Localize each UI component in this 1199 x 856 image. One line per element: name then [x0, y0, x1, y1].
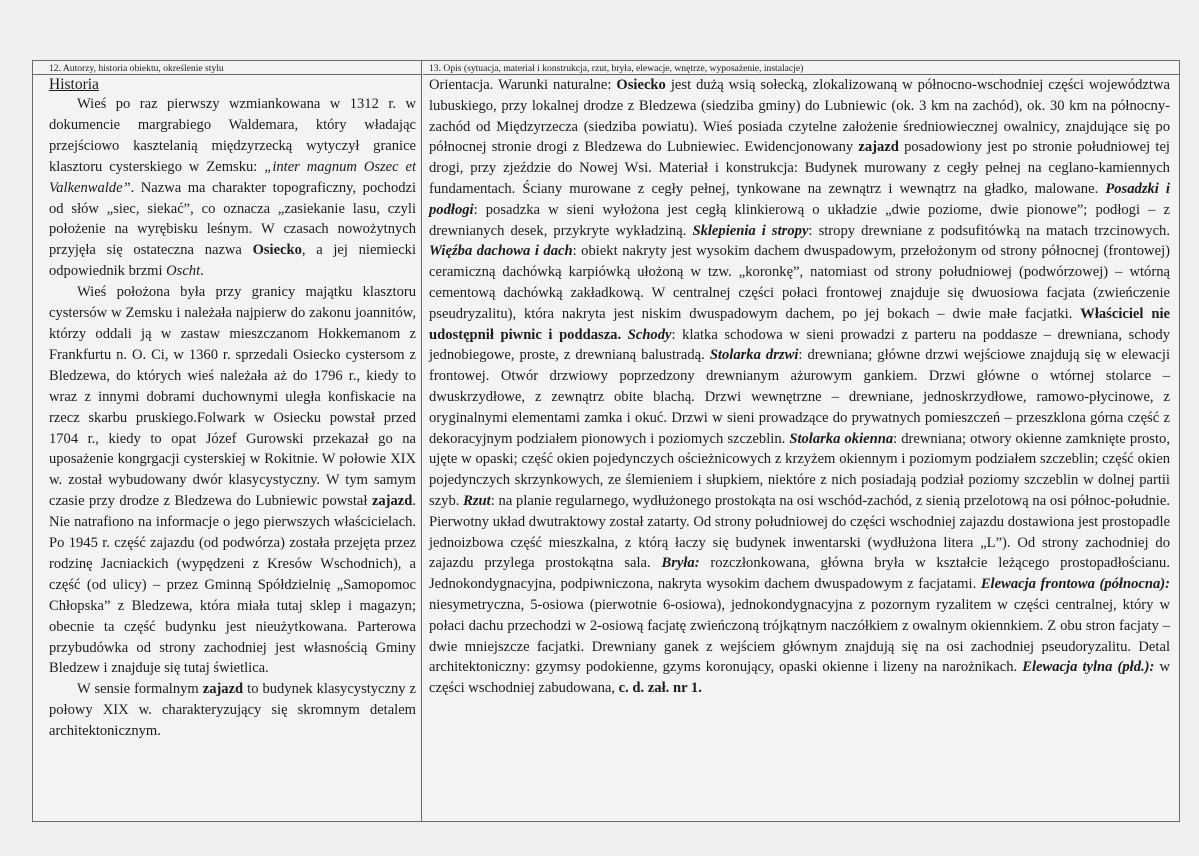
text-run: : drewniana; otwory okienne zamknięte prosto, ujęte w opaski; część okien pojedynczych ościeżnicowych z krzyżem okiennym i poziomym podziałem szczeblin; część okien pojedynczych skrzynkowych, ze ślemieniem i słupkiem, niektóre z nich posiadają podział poziomy szczeblin w dolnej partii szyb.	[429, 430, 1170, 509]
text-run: Rzut	[463, 492, 491, 509]
text-run: : klatka schodowa w sieni prowadzi z parteru na poddasze – drewniana, schody jednobiegowe, proste, z drewnianą balustradą.	[429, 326, 1170, 364]
text-run: Sklepienia i stropy	[692, 222, 809, 239]
text-run: Schody	[627, 326, 672, 343]
text-run: jest dużą wsią sołecką, zlokalizowaną w północno-wschodniej części województwa lubuskiego, przy lokalnej drodze z Bledzewa (siedziba gminy) do Lubniewic (ok. 3 km na zachód), ok. 30 km na północny-zachód od Międzyrzecza (siedziba powiatu). Wieś posiada czytelne założenie średniowiecznej owalnicy, znajdujące się po północnej stronie drogi z Bledzewa do Lubniewiec. Ewidencjonowany	[429, 77, 1170, 156]
text-run: Właściciel nie udostępnił piwnic i poddasza.	[429, 305, 1170, 343]
document-sheet	[32, 60, 1180, 822]
text-run: Bryła:	[661, 555, 700, 572]
description-column	[423, 61, 1179, 821]
history-paragraph	[49, 94, 416, 282]
history-column	[33, 61, 422, 821]
text-run: Materiał i konstrukcja:	[658, 160, 798, 177]
text-run: Budynek murowany z cegły pełnej na ceglano-kamiennych fundamentach. Ściany murowane z cegły pełnej, tynkowane na zewnątrz i wewnątrz na gładko, malowane.	[429, 160, 1170, 197]
text-run: zajazd	[202, 681, 244, 698]
text-run: to budynek klasycystyczny z połowy XIX w. charakteryzujący się skromnym detalem architektonicznym.	[49, 681, 416, 740]
text-run: Osiecko	[616, 77, 666, 93]
text-run: , a jej niemiecki odpowiednik brzmi	[49, 242, 416, 280]
text-run: : stropy drewniane z podsufitówką na matach trzcinowych.	[808, 222, 1170, 239]
text-run: c. d. zał. nr 1.	[618, 680, 702, 697]
text-run: Posadzki i podłogi	[429, 180, 1170, 218]
text-run: W sensie formalnym	[77, 681, 203, 698]
history-heading: Historia	[49, 76, 99, 93]
text-run: .	[200, 263, 204, 280]
text-run: Więźba dachowa i dach	[429, 243, 573, 260]
text-run: . Nazwa ma charakter topograficzny, pochodzi od słów „siec, siekać”, co oznacza „zasiekanie lasu, czyli położenie na wyrębisku leśnym. W czasach nowożytnych przyjęła się ostateczna nazwa	[49, 179, 416, 259]
text-run: Elewacja frontowa (północna):	[980, 576, 1171, 593]
history-paragraph	[49, 282, 416, 679]
text-run: w części wschodniej zabudowana,	[429, 659, 1170, 697]
text-run: Elewacja tylna (płd.):	[1022, 659, 1155, 676]
text-run: : obiekt nakryty jest wysokim dachem dwuspadowym, przełożonym od strony północnej (frontowej) ceramiczną dachówką karpiówką ułożoną w tzw. „koronkę”, natomiast od strony południowej (podwórzowej) – wtórną cementową dachówką zakładkową. W centralnej części połaci frontowej znajduje się dwuosiowa facjata (zwieńczenie pseudryzalitu), która nakryta jest niskim dwuspadowym dachem, po jej bokach – dwie małe facjatki.	[429, 243, 1170, 322]
text-run: : drewniana; główne drzwi wejściowe znajdują się w elewacji frontowej. Otwór drzwiowy poprzedzony drewnianym ażurowym gankiem. Drzwi główne o wtórnej stolarce – dwuskrzydłowe, z zewnątrz obite blachą. Drzwi wewnętrzne – drewniane, jednoskrzydłowe, ramowo-płycinowe, z oryginalnymi elementami zamka i okuć. Drzwi w sieni prowadzące do prywatnych pomieszczeń – przeszklona górna część z dekoracyjnym podziałem pionowych i poziomych szczeblin.	[429, 347, 1171, 447]
text-run: Orientacja. Warunki naturalne:	[429, 77, 612, 93]
text-run: . Nie natrafiono na informacje o jego pierwszych właścicielach. Po 1945 r. część zajazdu (od podwórza) została przejęta przez rodzinę Jacniackich (wypędzeni z Kresów Wschodnich), a część (od ulicy) – przez Gminną Spółdzielnię „Samopomoc Chłopska” z Bledzewa, która miała tutaj sklep i magazyn; obecnie ta część budynku jest nieużytkowana. Parterowa przybudówka od strony zachodniej jest własnością Gminy Bledzew i znajduje się tutaj świetlica.	[49, 493, 416, 677]
text-run: Oscht	[166, 263, 201, 280]
section-12-header: 12. Autorzy, historia obiektu, określenie stylu	[33, 63, 421, 75]
text-run: Wieś położona była przy granicy majątku klasztoru cystersów w Zemsku i należała najpierw do zakonu joannitów, którzy oddali ją w zastaw mieszczanom Hokkemanom z Frankfurtu n. O. Ci, w 1360 r. sprzedali Osiecko cystersom z Bledzewa, do których wieś należała aż do 1796 r., kiedy to wraz z innymi dobrami duchownymi uległa konfiskacie na rzecz skarbu pruskiego.Folwark w Osiecku powstał przed 1704 r., kiedy to opat Józef Gurowski przekazał go na uposażenie kongrgacji cysterskiej w Rokitnie. W połowie XIX w. został wybudowany dwór klasycystyczny. W tym samym czasie przy drodze z Bledzewa do Lubniewic powstał	[49, 284, 416, 510]
text-run	[621, 327, 628, 343]
text-run: Wieś po raz pierwszy wzmiankowana w 1312 r. w dokumencie margrabiego Waldemara, który władając przejściowo kasztelanią międzyrzecką wytyczył granice klasztoru cysterskiego w Zemsku:	[49, 96, 416, 175]
text-run: Osiecko	[252, 242, 302, 259]
text-run: rozczłonkowana, główna bryła w kształcie leżącego prostopadłościanu. Jednokondygnacyjna, podpiwniczona, nakryta wysokim dachem dwuspadowym z facjatami.	[429, 555, 1170, 593]
text-run: zajazd	[858, 139, 899, 156]
history-text	[49, 94, 416, 742]
text-run: : posadzka w sieni wyłożona jest cegłą klinkierową o układzie „dwie poziome, dwie pionowe”; podłogi – z drewnianych desek, przykryte wykładziną.	[429, 201, 1170, 239]
section-13-header: 13. Opis (sytuacja, materiał i konstrukcja, rzut, bryła, elewacje, wnętrze, wyposażenie, instalacje)	[423, 63, 1179, 75]
text-run: niesymetryczna, 5-osiowa (pierwotnie 6-osiowa), jednokondygnacyjna z pozornym ryzalitem w części centralnej, który w połaci dachu przechodzi w 2-osiową facjatę zwieńczoną trójkątnym naczółkiem z owalnym okiennkiem. Z obu stron facjaty – dwie mniejszcze facjatki. Drewniany ganek z wejściem głównym znajdują się na osi zachodniej pseudoryzalitu. Detal architektoniczny: gzymsy podokienne, gzyms koronujący, opaski okienne i lizeny na narożnikach.	[429, 596, 1170, 676]
history-paragraph	[49, 679, 416, 742]
text-run: zajazd	[371, 493, 413, 510]
text-run: posadowiony jest po stronie południowej tej drogi, przy zjeździe do Nowej Wsi.	[429, 139, 1170, 177]
text-run: Stolarka drzwi	[709, 347, 799, 364]
text-run: Stolarka okienna	[789, 430, 894, 447]
text-run: „inter magnum Oszec et Valkenwalde”	[49, 158, 416, 196]
description-text	[429, 75, 1170, 699]
text-run: : na planie regularnego, wydłużonego prostokąta na osi wschód-zachód, z sienią przelotową na osi północ-południe. Pierwotny układ dwutraktowy został zatarty. Od strony południowej do części wschodniej zajazdu dostawiona jest prostopadle jednoizbowa część mieszkalna, z którą łaczy się budynek inwentarski (wydłużona litera „L”). Od strony zachodniej do zajazdu przylega prostokątna sala.	[429, 492, 1170, 572]
